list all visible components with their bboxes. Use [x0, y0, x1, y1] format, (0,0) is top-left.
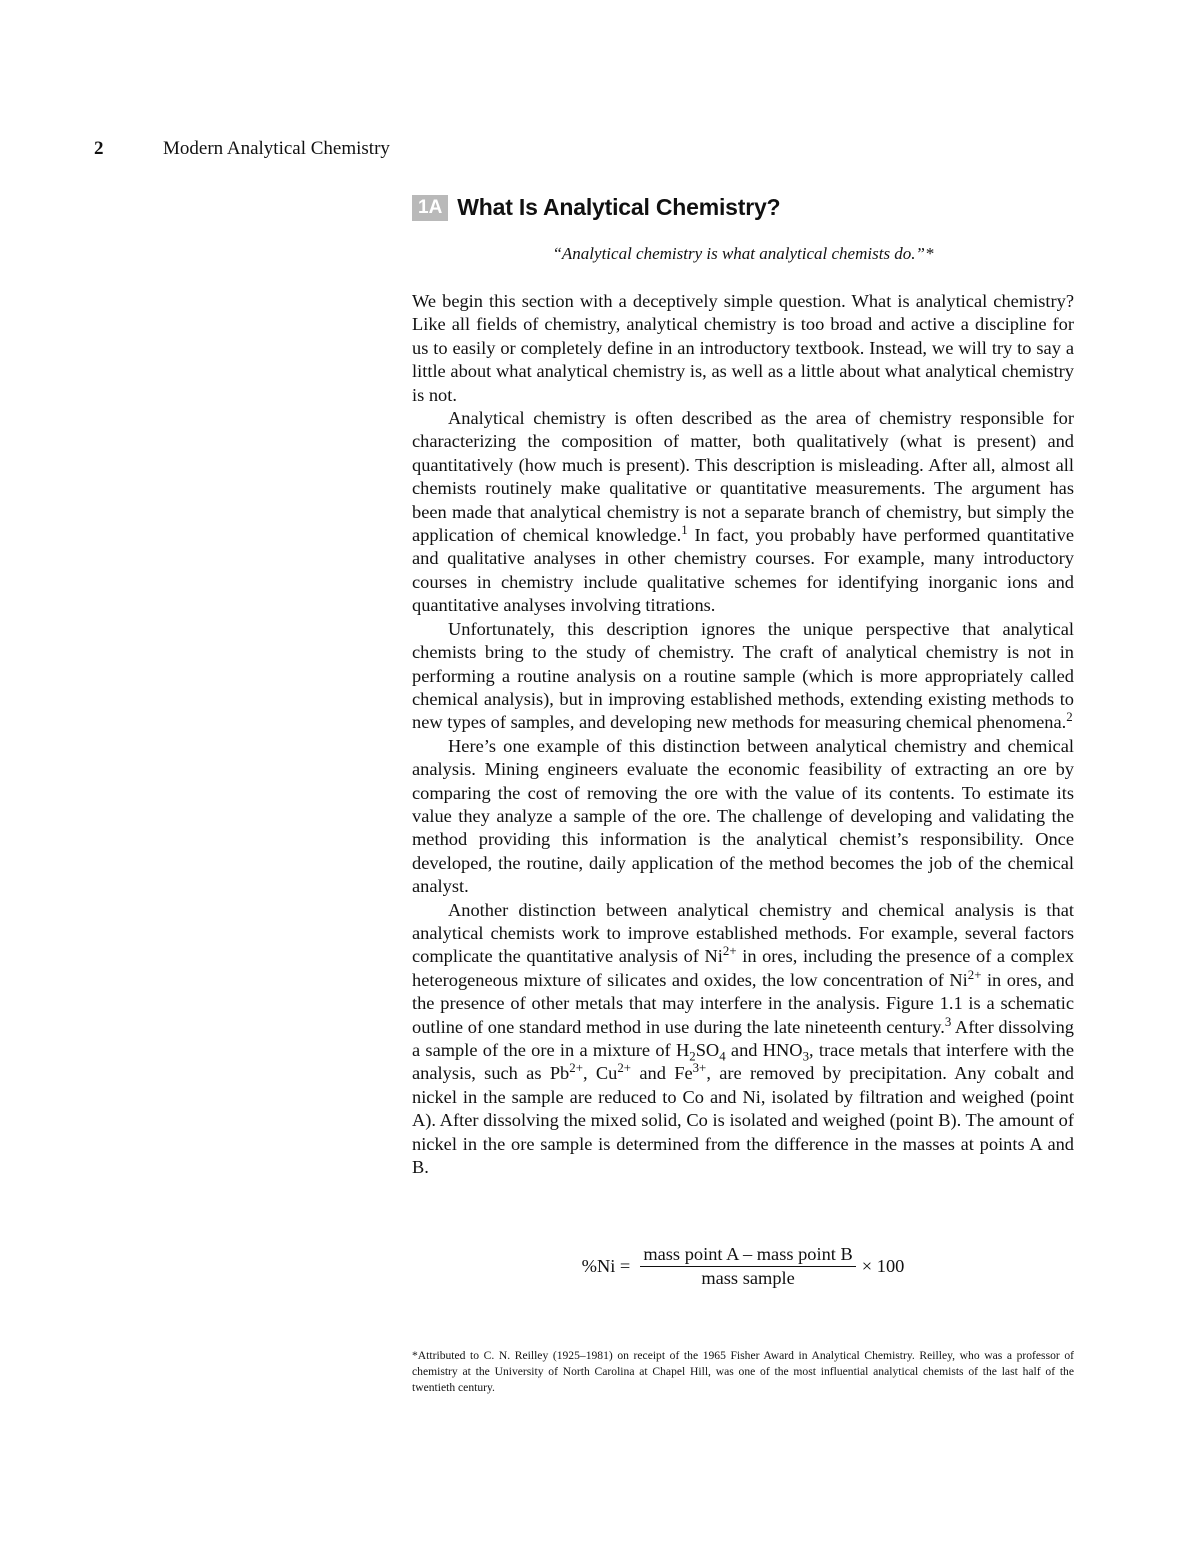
superscript: 2	[1066, 710, 1073, 725]
section-title: What Is Analytical Chemistry?	[457, 194, 781, 220]
body-paragraph	[412, 407, 1074, 618]
nickel-percent-equation	[412, 1244, 1074, 1289]
text-run: We begin this section with a deceptively simple question. What is analytical chemistry? Like all fields of chemistry, analytical chemistry is too broad and active a discipline for us to easily or completely define in an introductory textbook. Instead, we will try to say a little about what analytical chemistry is, as well as a little about what analytical chemistry is not.	[412, 291, 1074, 405]
subscript: 2	[689, 1049, 696, 1064]
text-run: and Fe	[631, 1063, 693, 1084]
equation-denominator: mass sample	[701, 1268, 795, 1288]
subscript: 4	[719, 1049, 726, 1064]
superscript: 2+	[569, 1061, 583, 1076]
superscript: 3	[944, 1014, 952, 1029]
equation-fraction	[640, 1244, 855, 1289]
footnote: *Attributed to C. N. Reilley (1925–1981) on receipt of the 1965 Fisher Award in Analytical Chemistry. Reilley, who was a professor of chemistry at the University of North Carolina at Chapel Hill, was one of the most influential analytical chemists of the last half of the twentieth century.	[412, 1349, 1074, 1394]
body-text	[412, 290, 1074, 1179]
superscript: 2+	[722, 944, 737, 959]
text-run: in ores, and the presence of other metals that may interfere in the analysis. Figure 1.1 is a schematic outline of one standard method in use during the late nineteenth century.	[412, 969, 1074, 1037]
text-run: , Cu	[582, 1063, 618, 1084]
text-run: in ores, including the presence of a complex heterogeneous mixture of silicates and oxides, the low concentration of Ni	[412, 946, 1074, 990]
text-run: Another distinction between analytical chemistry and chemical analysis is that analytical chemists work to improve established methods. For example, several factors complicate the quantitative analysis of Ni	[412, 899, 1074, 967]
epigraph-quote: “Analytical chemistry is what analytical chemists do.”*	[552, 244, 934, 263]
body-paragraph	[412, 618, 1074, 735]
text-run: In fact, you probably have performed quantitative and qualitative analyses in other chemistry courses. For example, many introductory courses in chemistry include qualitative schemes for identifying inorganic ions and quantitative analyses involving titrations.	[412, 525, 1074, 616]
page-number: 2	[94, 138, 104, 159]
equation-numerator: mass point A – mass point B	[640, 1244, 855, 1267]
superscript: 1	[681, 522, 688, 537]
section-badge: 1A	[412, 195, 448, 221]
text-run: SO	[695, 1040, 720, 1060]
section-heading	[412, 194, 780, 221]
superscript: 2+	[967, 967, 982, 982]
body-paragraph	[412, 290, 1074, 407]
running-head: Modern Analytical Chemistry	[163, 138, 390, 159]
text-run: Analytical chemistry is often described as the area of chemistry responsible for characterizing the composition of matter, both qualitatively (what is present) and quantitatively (how much is present). This description is misleading. After all, almost all chemists routinely make qualitative or quantitative measurements. The argument has been made that analytical chemistry is not a separate branch of chemistry, but simply the application of chemical knowledge.	[412, 408, 1074, 546]
text-run: Here’s one example of this distinction between analytical chemistry and chemical analysis. Mining engineers evaluate the economic feasibility of extracting an ore by comparing the cost of removing the ore with the value of its contents. To estimate its value they analyze a sample of the ore. The challenge of developing and validating the method providing this information is the analytical chemist’s responsibility. Once developed, the routine, daily application of the method becomes the job of the chemical analyst.	[412, 735, 1074, 897]
text-run: , trace metals that interfere with the analysis, such as Pb	[412, 1040, 1074, 1084]
body-paragraph	[412, 735, 1074, 899]
subscript: 3	[802, 1049, 810, 1064]
superscript: 3+	[692, 1061, 707, 1076]
superscript: 2+	[617, 1061, 632, 1076]
text-run: After dissolving a sample of the ore in a mixture of H	[412, 1016, 1074, 1060]
text-run: , are removed by precipitation. Any cobalt and nickel in the sample are reduced to Co and Ni, isolated by filtration and weighed (point A). After dissolving the mixed solid, Co is isolated and weighed (point B). The amount of nickel in the ore sample is determined from the difference in the masses at points A and B.	[412, 1063, 1074, 1178]
text-run: Unfortunately, this description ignores the unique perspective that analytical chemists bring to the study of chemistry. The craft of analytical chemistry is not in performing a routine analysis on a routine sample (which is more appropriately called chemical analysis), but in improving established methods, extending existing methods to new types of samples, and developing new methods for measuring chemical phenomena.	[412, 618, 1074, 733]
body-paragraph	[412, 899, 1074, 1180]
text-run: and HNO	[725, 1040, 803, 1060]
equation-rhs: × 100	[861, 1256, 905, 1276]
equation-lhs: %Ni =	[581, 1256, 631, 1276]
